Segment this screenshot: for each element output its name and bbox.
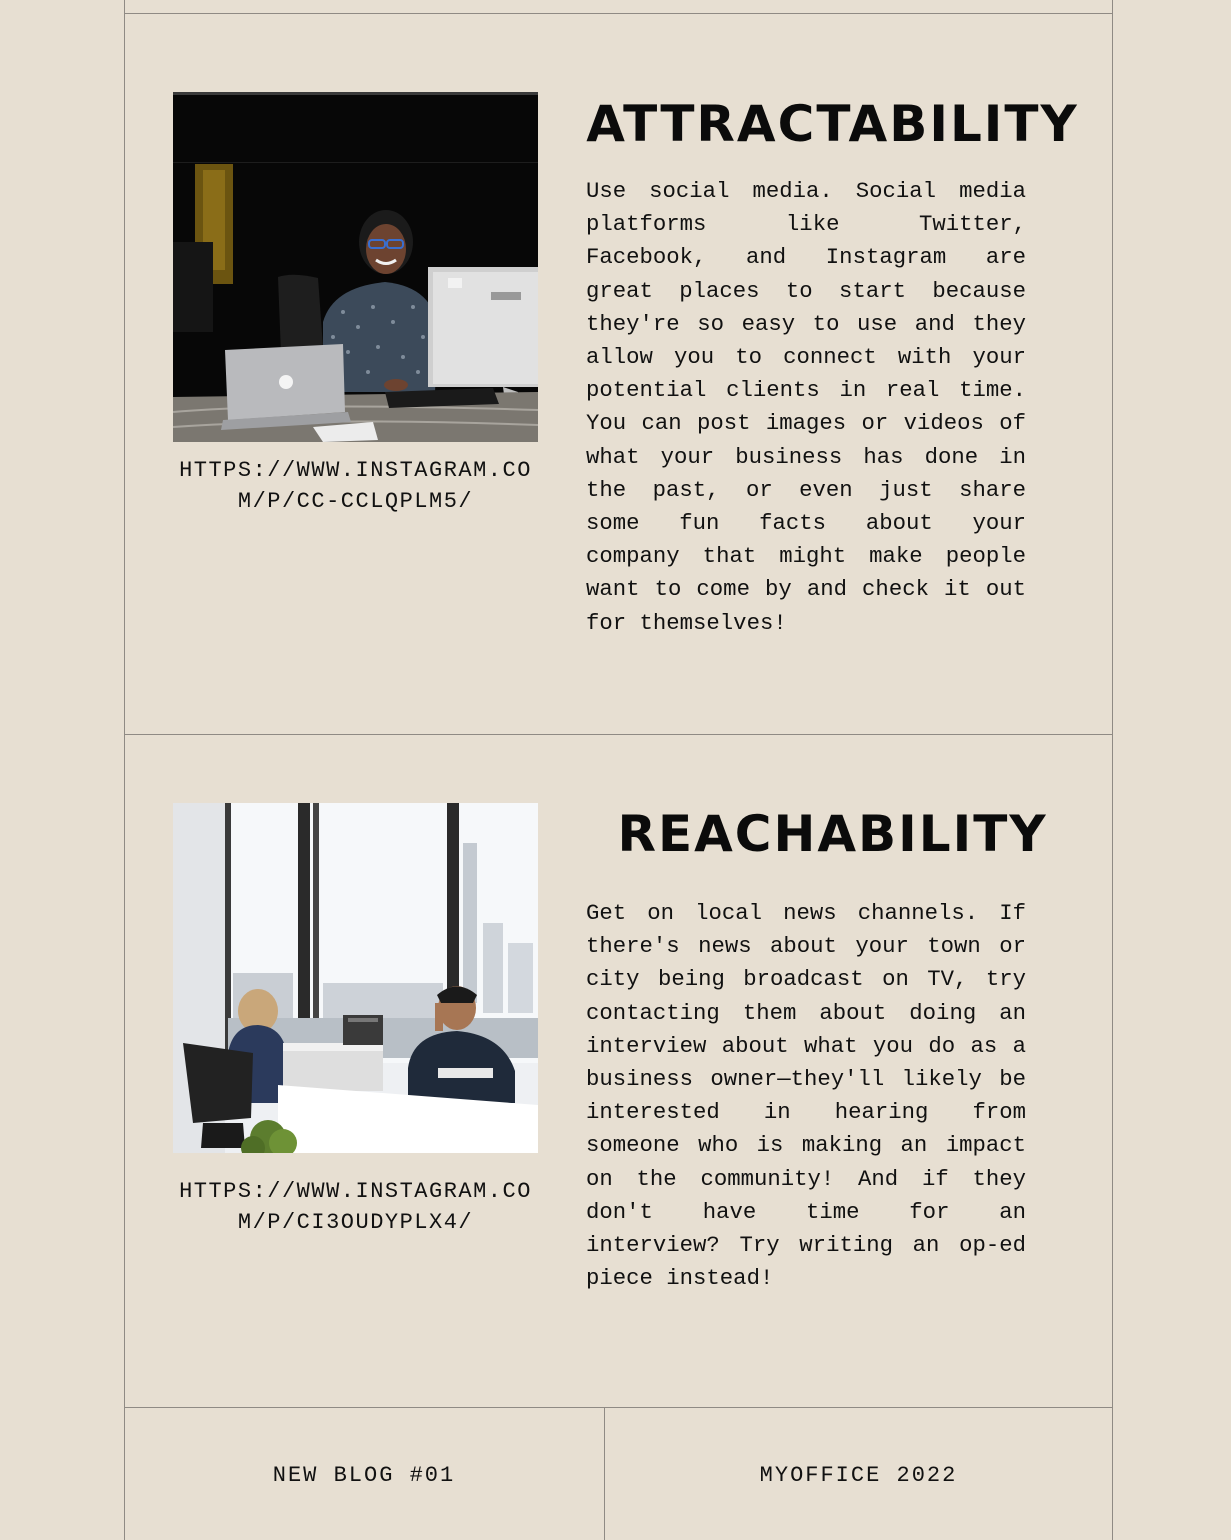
section-body-attractability: Use social media. Social media platforms like Twitter, Facebook, and Instagram are great places to start because they're so easy to use and they allow you to connect with your potential clients in real time. You can post images or videos of what your business has done in the past, or even just share some fun facts about your company that might make people want to come by and check it out for themselves!: [586, 178, 1026, 636]
divider-footer: [124, 1407, 1113, 1408]
divider-middle: [124, 734, 1113, 735]
section-heading-attractability: ATTRACTABILITY: [586, 95, 1079, 153]
section-body-reachability: Get on local news channels. If there's news about your town or city being broadcast on TV, try contacting them about doing an interview about what you do as a business owner—they'll likely be interested in hearing from someone who is making an impact on the community! And if they don't have time for an interview? Try writing an op-ed piece instead!: [586, 900, 1026, 1292]
section-heading-reachability: REACHABILITY: [617, 805, 1048, 863]
photo-office-workers: [173, 803, 538, 1153]
photo-woman-at-computer: [173, 92, 538, 442]
footer-blog-label: NEW BLOG #01: [272, 1463, 456, 1488]
footer-brand-label: MYOFFICE 2022: [759, 1463, 958, 1488]
divider-top: [124, 13, 1113, 14]
photo-source-caption: HTTPS://WWW.INSTAGRAM.COM/P/CI3OUDYPLX4/: [179, 1179, 532, 1235]
photo-source-caption: HTTPS://WWW.INSTAGRAM.COM/P/CC-CCLQPLM5/: [179, 458, 532, 514]
